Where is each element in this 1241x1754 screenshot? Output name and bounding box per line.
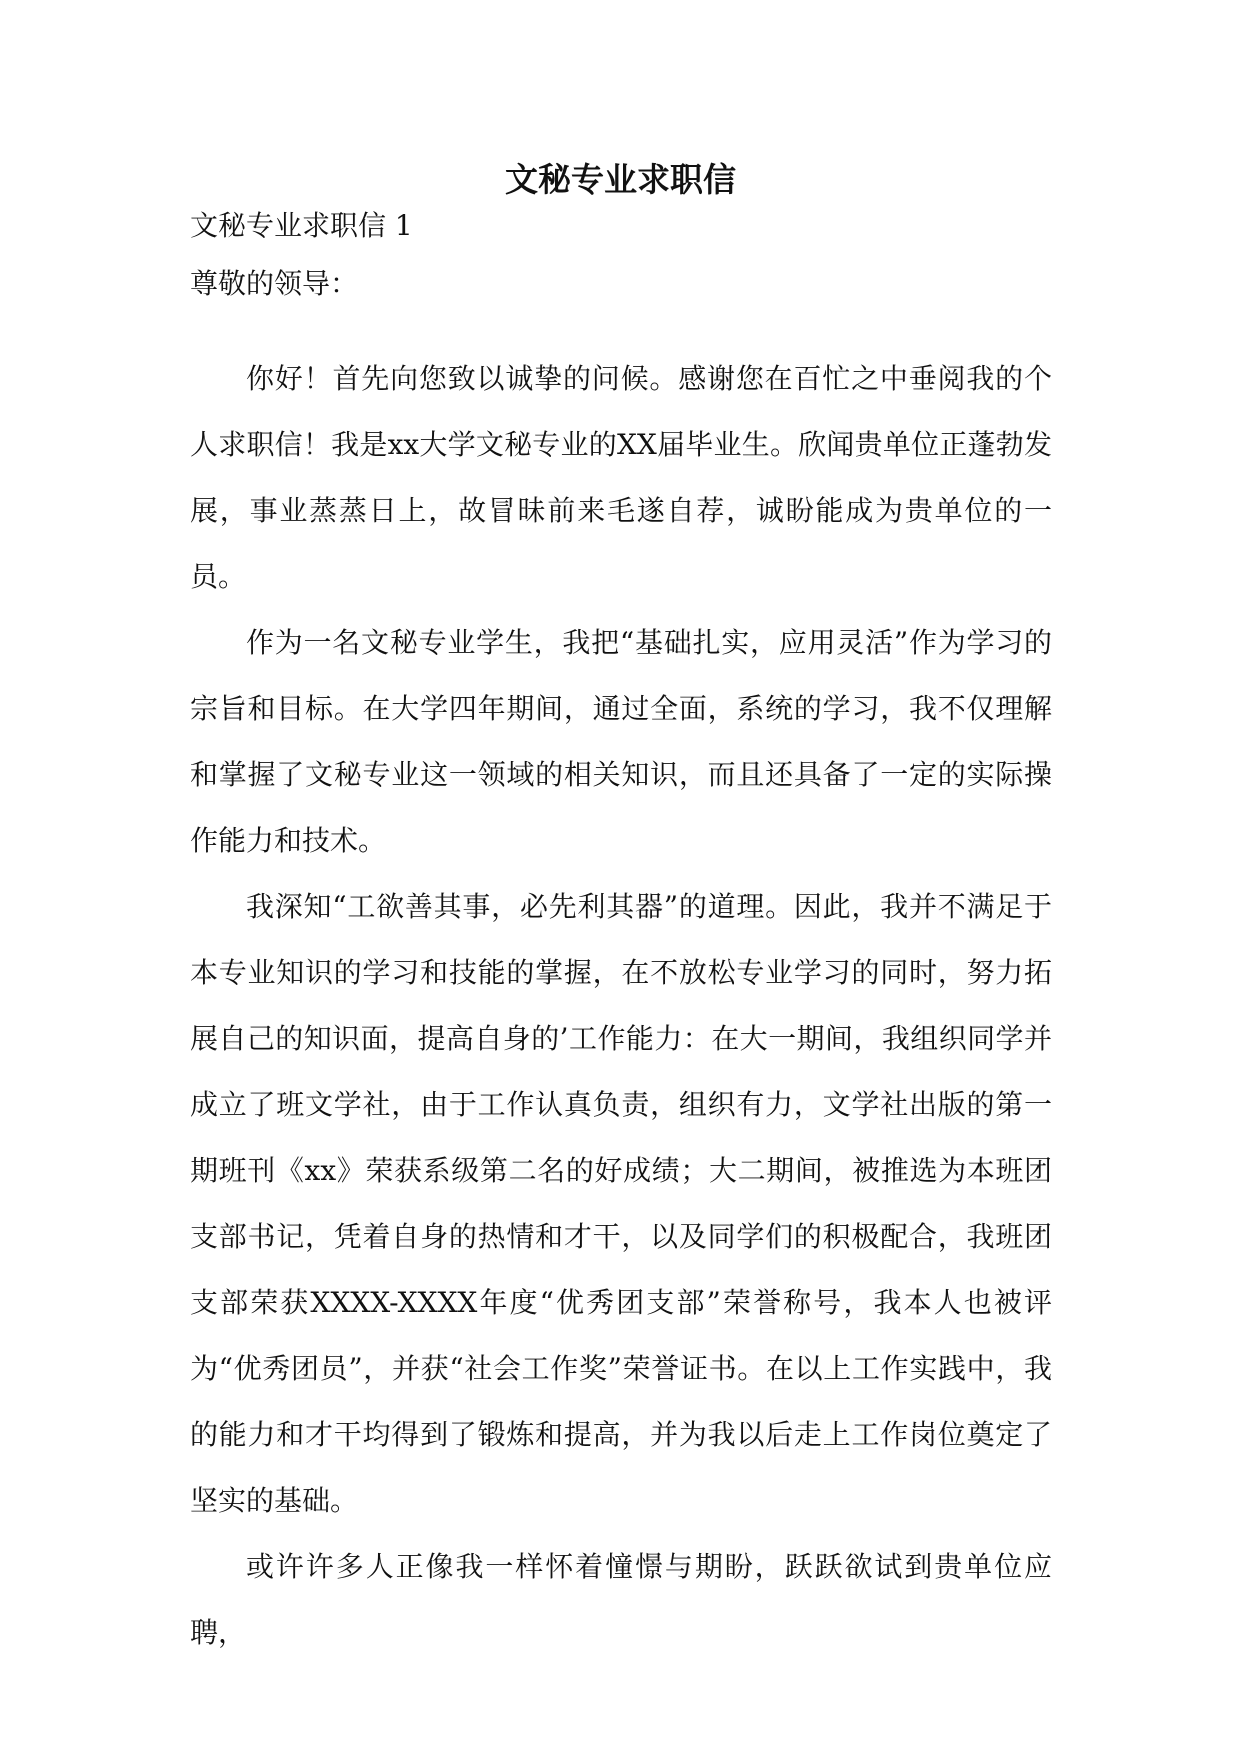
letter-subtitle: 文秘专业求职信 1 [190,209,413,242]
paragraph-experience: 我深知“工欲善其事，必先利其器”的道理。因此，我并不满足于本专业知识的学习和技能的掌握，在不放松专业学习的同时，努力拓展自己的知识面，提高自身的’工作能力：在大一期间，我组织同学并成立了班文学社，由于工作认真负责，组织有力，文学社出版的第一期班刊《xx》荣获系级第二名的好成绩；大二期间，被推选为本班团支部书记，凭着自身的热情和才干，以及同学们的积极配合，我班团支部荣获XXXX-XXXX年度“优秀团支部”荣誉称号，我本人也被评为“优秀团员”，并获“社会工作奖”荣誉证书。在以上工作实践中，我的能力和才干均得到了锻炼和提高，并为我以后走上工作岗位奠定了坚实的基础。 [190,890,1052,1517]
paragraph-closing-start: 或许许多人正像我一样怀着憧憬与期盼，跃跃欲试到贵单位应聘， [190,1550,1052,1649]
paragraph-greeting: 你好！首先向您致以诚挚的问候。感谢您在百忙之中垂阅我的个人求职信！我是xx大学文秘专业的XX届毕业生。欣闻贵单位正蓬勃发展，事业蒸蒸日上，故冒昧前来毛遂自荐，诚盼能成为贵单位的一员。 [190,362,1052,593]
paragraph-study-goals: 作为一名文秘专业学生，我把“基础扎实，应用灵活”作为学习的宗旨和目标。在大学四年期间，通过全面，系统的学习，我不仅理解和掌握了文秘专业这一领域的相关知识，而且还具备了一定的实际操作能力和技术。 [190,626,1052,857]
salutation: 尊敬的领导： [190,267,359,300]
document-title: 文秘专业求职信 [505,160,736,199]
